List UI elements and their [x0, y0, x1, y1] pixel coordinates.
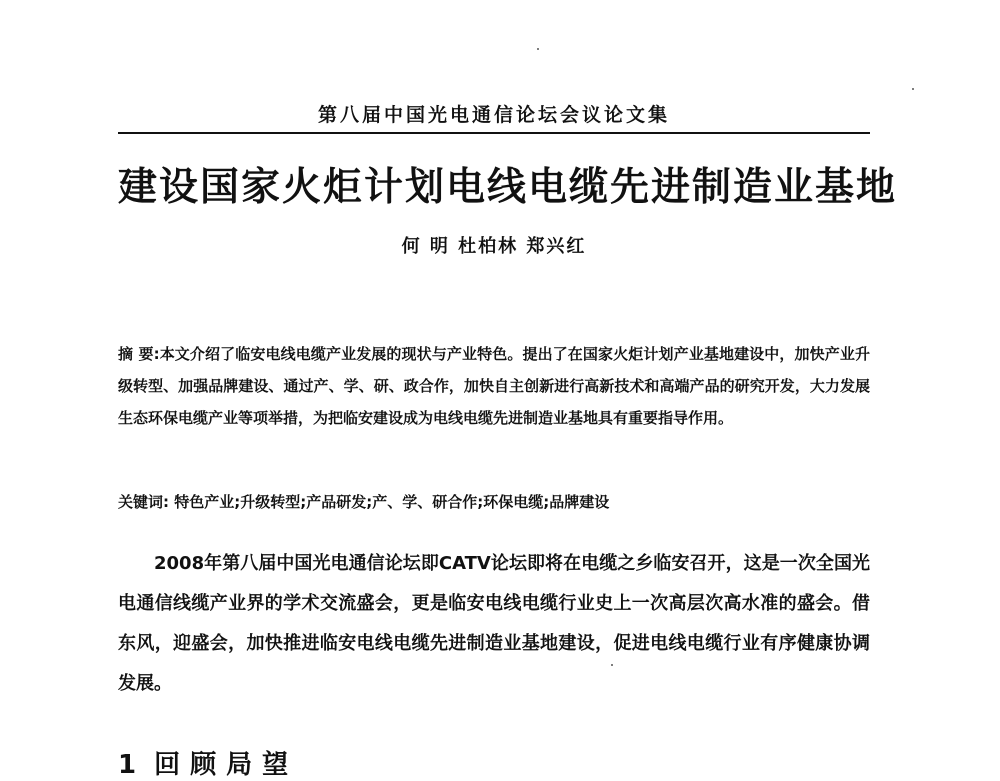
paper-title: 建设国家火炬计划电线电缆先进制造业基地 — [118, 164, 898, 210]
section-heading — [118, 744, 870, 781]
keywords-text: 特色产业;升级转型;产品研发;产、学、研合作;环保电缆;品牌建设 — [174, 493, 610, 511]
scan-speck — [537, 48, 539, 50]
scan-speck — [912, 88, 914, 90]
running-header: 第八届中国光电通信论坛会议论文集 — [317, 104, 670, 126]
keywords-label: 关键词: — [118, 493, 169, 511]
abstract-label: 摘 要: — [118, 345, 160, 363]
section-number: 1 — [118, 750, 137, 780]
author-list: 何 明 杜柏林 郑兴红 — [401, 236, 587, 257]
body-paragraph: 2008年第八届中国光电通信论坛即CATV论坛即将在电缆之乡临安召开，这是一次全国光电通信线缆产业界的学术交流盛会，更是临安电线电缆行业史上一次高层次高水准的盛会。借东风，迎盛会，加快推进临安电线电缆先进制造业基地建设，促进电线电缆行业有序健康协调发展。 — [118, 553, 870, 694]
abstract — [118, 338, 870, 434]
section-title: 回顾局望 — [154, 750, 299, 780]
keywords — [118, 486, 870, 518]
abstract-text: 本文介绍了临安电线电缆产业发展的现状与产业特色。提出了在国家火炬计划产业基地建设中，加快产业升级转型、加强品牌建设、通过产、学、研、政合作，加快自主创新进行高新技术和高端产品的研究开发，大力发展生态环保电缆产业等项举措，为把临安建设成为电线电缆先进制造业基地具有重要指导作用。 — [118, 345, 870, 427]
header-rule — [118, 132, 870, 134]
